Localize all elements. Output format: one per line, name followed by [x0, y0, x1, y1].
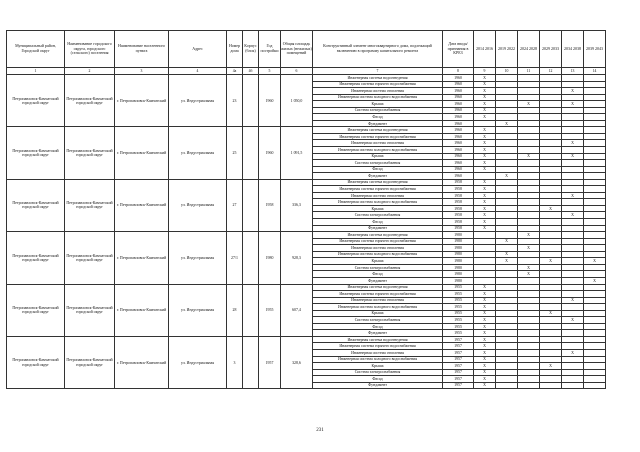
structural-element-cell: Фундамент: [313, 330, 443, 337]
column-number-cell: 4: [169, 68, 227, 75]
period-mark-cell: X: [474, 284, 496, 291]
period-mark-cell: X: [518, 232, 540, 239]
period-mark-cell: X: [474, 225, 496, 232]
column-number-cell: 9: [474, 68, 496, 75]
address-cell: ул. Индустриальная: [169, 336, 227, 388]
period-mark-cell: X: [474, 330, 496, 337]
address-cell: ул. Индустриальная: [169, 75, 227, 127]
structural-element-cell: Фундамент: [313, 382, 443, 389]
date-cell: 1980: [443, 277, 474, 284]
structural-element-cell: Инженерная система водоотведения: [313, 232, 443, 239]
period-mark-cell: X: [584, 258, 606, 265]
structural-element-cell: Инженерная система водоотведения: [313, 284, 443, 291]
locality-cell: г. Петропавловск-Камчатский: [115, 75, 169, 127]
date-cell: 1955: [443, 317, 474, 324]
header-cell: 2014 2016: [474, 31, 496, 68]
period-mark-cell: X: [474, 94, 496, 101]
house-number-cell: 25: [227, 127, 243, 179]
date-cell: 1958: [443, 205, 474, 212]
period-mark-cell: X: [540, 363, 562, 370]
header-cell: 2039 2043: [584, 31, 606, 68]
header-cell: Дата ввода/ признания в КРЕЗ: [443, 31, 474, 68]
column-number-cell: 14: [584, 68, 606, 75]
period-mark-cell: X: [474, 147, 496, 154]
structural-element-cell: Инженерная система горячего водоснабжения: [313, 186, 443, 193]
date-cell: 1957: [443, 356, 474, 363]
column-number-cell: 10: [496, 68, 518, 75]
period-mark-cell: X: [474, 199, 496, 206]
block-cell: [243, 336, 259, 388]
column-number-cell: 2: [65, 68, 115, 75]
period-mark-cell: X: [474, 219, 496, 226]
period-mark-cell: X: [584, 277, 606, 284]
block-cell: [243, 232, 259, 284]
structural-element-cell: Инженерная система водоотведения: [313, 127, 443, 134]
register-sheet: [6, 30, 605, 389]
period-mark-cell: X: [518, 153, 540, 160]
date-cell: 1955: [443, 310, 474, 317]
structural-element-cell: Крыша: [313, 153, 443, 160]
block-cell: [243, 75, 259, 127]
date-cell: 1958: [443, 179, 474, 186]
table-body: [7, 75, 606, 389]
period-mark-cell: X: [474, 140, 496, 147]
structural-element-cell: Инженерная система холодного водоснабжения: [313, 94, 443, 101]
structural-element-cell: Крыша: [313, 205, 443, 212]
date-cell: 1960: [443, 81, 474, 88]
date-cell: 1960: [443, 101, 474, 108]
period-mark-cell: X: [474, 166, 496, 173]
house-number-cell: 28: [227, 284, 243, 336]
date-cell: 1960: [443, 107, 474, 114]
period-mark-cell: X: [474, 127, 496, 134]
period-mark-cell: X: [474, 153, 496, 160]
house-number-cell: 23: [227, 75, 243, 127]
period-mark-cell: [518, 382, 540, 389]
address-cell: ул. Индустриальная: [169, 127, 227, 179]
structural-element-cell: Система электроснабжения: [313, 369, 443, 376]
period-mark-cell: X: [540, 310, 562, 317]
structural-element-cell: Инженерная система отопления: [313, 245, 443, 252]
settlement-cell: Петропавловск-Камчатский городской округ: [65, 127, 115, 179]
date-cell: 1960: [443, 88, 474, 95]
structural-element-cell: Крыша: [313, 363, 443, 370]
header-cell: 2034 2038: [562, 31, 584, 68]
period-mark-cell: X: [518, 101, 540, 108]
structural-element-cell: Крыша: [313, 258, 443, 265]
district-cell: Петропавловск-Камчатский городской округ: [7, 336, 65, 388]
date-cell: 1957: [443, 382, 474, 389]
date-cell: 1960: [443, 173, 474, 180]
date-cell: 1957: [443, 363, 474, 370]
structural-element-cell: Крыша: [313, 101, 443, 108]
period-mark-cell: [540, 382, 562, 389]
date-cell: 1960: [443, 160, 474, 167]
district-cell: Петропавловск-Камчатский городской округ: [7, 127, 65, 179]
header-cell: 2029 2033: [540, 31, 562, 68]
locality-cell: г. Петропавловск-Камчатский: [115, 179, 169, 231]
date-cell: 1957: [443, 349, 474, 356]
column-number-cell: 12: [540, 68, 562, 75]
structural-element-cell: Фундамент: [313, 277, 443, 284]
date-cell: 1960: [443, 127, 474, 134]
structural-element-cell: Инженерная система холодного водоснабжения: [313, 147, 443, 154]
date-cell: 1960: [443, 140, 474, 147]
period-mark-cell: X: [562, 192, 584, 199]
period-mark-cell: X: [562, 297, 584, 304]
build-year-cell: 1958: [259, 179, 281, 231]
period-mark-cell: X: [474, 81, 496, 88]
date-cell: 1980: [443, 264, 474, 271]
header-cell: Муниципальный район, Городской округ: [7, 31, 65, 68]
build-year-cell: 1960: [259, 127, 281, 179]
period-mark-cell: X: [496, 238, 518, 245]
period-mark-cell: X: [562, 153, 584, 160]
column-number-cell: 6: [281, 68, 313, 75]
period-mark-cell: X: [474, 323, 496, 330]
page-number: 231: [316, 428, 324, 433]
date-cell: 1980: [443, 271, 474, 278]
settlement-cell: Петропавловск-Камчатский городской округ: [65, 232, 115, 284]
structural-element-cell: Фасад: [313, 323, 443, 330]
structural-element-cell: Инженерная система горячего водоснабжения: [313, 343, 443, 350]
area-cell: 1 050,0: [281, 75, 313, 127]
column-number-cell: 1: [7, 68, 65, 75]
period-mark-cell: X: [474, 291, 496, 298]
period-mark-cell: X: [474, 349, 496, 356]
structural-element-cell: Инженерная система отопления: [313, 349, 443, 356]
header-cell: Наименование городского округа, городского (сельского) поселения: [65, 31, 115, 68]
structural-element-cell: Инженерная система горячего водоснабжения: [313, 81, 443, 88]
settlement-cell: Петропавловск-Камчатский городской округ: [65, 284, 115, 336]
column-number-cell: 13: [562, 68, 584, 75]
structural-element-cell: Инженерная система водоотведения: [313, 336, 443, 343]
column-number-cell: 4б: [243, 68, 259, 75]
period-mark-cell: [496, 382, 518, 389]
period-mark-cell: X: [562, 140, 584, 147]
address-cell: ул. Индустриальная: [169, 232, 227, 284]
date-cell: 1960: [443, 120, 474, 127]
period-mark-cell: X: [474, 317, 496, 324]
date-cell: 1980: [443, 258, 474, 265]
locality-cell: г. Петропавловск-Камчатский: [115, 232, 169, 284]
date-cell: 1980: [443, 251, 474, 258]
date-cell: 1958: [443, 186, 474, 193]
build-year-cell: 1957: [259, 336, 281, 388]
structural-element-cell: Инженерная система отопления: [313, 88, 443, 95]
district-cell: Петропавловск-Камчатский городской округ: [7, 75, 65, 127]
date-cell: 1958: [443, 219, 474, 226]
capital-repair-table: [6, 30, 606, 389]
structural-element-cell: Система электроснабжения: [313, 107, 443, 114]
period-mark-cell: X: [540, 258, 562, 265]
structural-element-cell: Инженерная система отопления: [313, 192, 443, 199]
structural-element-cell: Инженерная система водоотведения: [313, 75, 443, 82]
date-cell: 1957: [443, 376, 474, 383]
structural-element-cell: Инженерная система холодного водоснабжения: [313, 304, 443, 311]
period-mark-cell: X: [474, 363, 496, 370]
date-cell: 1957: [443, 336, 474, 343]
block-cell: [243, 127, 259, 179]
build-year-cell: 1955: [259, 284, 281, 336]
structural-element-cell: Инженерная система холодного водоснабжения: [313, 199, 443, 206]
area-cell: 1 091,5: [281, 127, 313, 179]
structural-element-cell: Инженерная система холодного водоснабжения: [313, 356, 443, 363]
period-mark-cell: X: [474, 356, 496, 363]
column-number-cell: 5: [259, 68, 281, 75]
period-mark-cell: X: [518, 264, 540, 271]
structural-element-cell: Фасад: [313, 166, 443, 173]
header-cell: Год постройки: [259, 31, 281, 68]
period-mark-cell: X: [474, 192, 496, 199]
date-cell: 1980: [443, 232, 474, 239]
period-mark-cell: X: [540, 205, 562, 212]
date-cell: 1960: [443, 153, 474, 160]
period-mark-cell: X: [562, 212, 584, 219]
area-cell: 607,4: [281, 284, 313, 336]
settlement-cell: Петропавловск-Камчатский городской округ: [65, 75, 115, 127]
period-mark-cell: X: [474, 369, 496, 376]
structural-element-cell: Инженерная система водоотведения: [313, 179, 443, 186]
header-cell: Адрес: [169, 31, 227, 68]
column-number-cell: 8: [443, 68, 474, 75]
date-cell: 1955: [443, 323, 474, 330]
column-number-cell: 4а: [227, 68, 243, 75]
period-mark-cell: X: [496, 173, 518, 180]
date-cell: 1955: [443, 304, 474, 311]
structural-element-cell: Инженерная система горячего водоснабжения: [313, 291, 443, 298]
locality-cell: г. Петропавловск-Камчатский: [115, 336, 169, 388]
period-mark-cell: X: [496, 258, 518, 265]
date-cell: 1958: [443, 199, 474, 206]
header-cell: 2024 2028: [518, 31, 540, 68]
column-number-cell: 3: [115, 68, 169, 75]
header-row: [7, 31, 606, 68]
structural-element-cell: Система электроснабжения: [313, 317, 443, 324]
date-cell: 1955: [443, 291, 474, 298]
period-mark-cell: X: [474, 205, 496, 212]
block-cell: [243, 179, 259, 231]
period-mark-cell: X: [474, 382, 496, 389]
locality-cell: г. Петропавловск-Камчатский: [115, 127, 169, 179]
header-cell: Номер дома: [227, 31, 243, 68]
structural-element-cell: Система электроснабжения: [313, 264, 443, 271]
structural-element-cell: Система электроснабжения: [313, 160, 443, 167]
header-cell: Наименование населенного пункта: [115, 31, 169, 68]
header-cell: Общая площадь жилых (нежилых) помещений: [281, 31, 313, 68]
period-mark-cell: X: [474, 186, 496, 193]
period-mark-cell: X: [496, 251, 518, 258]
period-mark-cell: X: [474, 336, 496, 343]
structural-element-cell: Фундамент: [313, 120, 443, 127]
period-mark-cell: [562, 382, 584, 389]
structural-element-cell: Инженерная система отопления: [313, 297, 443, 304]
date-cell: 1980: [443, 245, 474, 252]
period-mark-cell: X: [474, 75, 496, 82]
date-cell: 1960: [443, 133, 474, 140]
district-cell: Петропавловск-Камчатский городской округ: [7, 232, 65, 284]
structural-element-cell: Инженерная система отопления: [313, 140, 443, 147]
period-mark-cell: X: [518, 245, 540, 252]
structural-element-cell: Фасад: [313, 219, 443, 226]
date-cell: 1955: [443, 297, 474, 304]
district-cell: Петропавловск-Камчатский городской округ: [7, 179, 65, 231]
structural-element-cell: Фундамент: [313, 173, 443, 180]
period-mark-cell: X: [474, 107, 496, 114]
period-mark-cell: X: [562, 317, 584, 324]
period-mark-cell: X: [474, 304, 496, 311]
period-mark-cell: X: [562, 88, 584, 95]
period-mark-cell: X: [562, 101, 584, 108]
structural-element-cell: Крыша: [313, 310, 443, 317]
period-mark-cell: X: [474, 114, 496, 121]
column-number-cell: 7: [313, 68, 443, 75]
address-cell: ул. Индустриальная: [169, 179, 227, 231]
date-cell: 1955: [443, 330, 474, 337]
structural-element-cell: Инженерная система холодного водоснабжения: [313, 251, 443, 258]
date-cell: 1957: [443, 343, 474, 350]
period-mark-cell: X: [518, 271, 540, 278]
build-year-cell: 1960: [259, 75, 281, 127]
date-cell: 1960: [443, 147, 474, 154]
structural-element-cell: Инженерная система горячего водоснабжения: [313, 133, 443, 140]
area-cell: 328,6: [281, 336, 313, 388]
date-cell: 1980: [443, 238, 474, 245]
settlement-cell: Петропавловск-Камчатский городской округ: [65, 336, 115, 388]
date-cell: 1958: [443, 192, 474, 199]
date-cell: 1960: [443, 114, 474, 121]
structural-element-cell: Фундамент: [313, 225, 443, 232]
period-mark-cell: X: [474, 310, 496, 317]
period-mark-cell: X: [496, 120, 518, 127]
period-mark-cell: X: [562, 349, 584, 356]
header-cell: 2019 2022: [496, 31, 518, 68]
column-number-row: [7, 68, 606, 75]
date-cell: 1958: [443, 225, 474, 232]
area-cell: 928,3: [281, 232, 313, 284]
date-cell: 1960: [443, 166, 474, 173]
header-cell: Корпус (блок): [243, 31, 259, 68]
period-mark-cell: X: [474, 133, 496, 140]
header-cell: Конструктивный элемент многоквартирного дома, подлежащий включению в программу капитального ремонта: [313, 31, 443, 68]
date-cell: 1958: [443, 212, 474, 219]
period-mark-cell: X: [474, 212, 496, 219]
structural-element-cell: Фасад: [313, 271, 443, 278]
period-mark-cell: X: [474, 179, 496, 186]
locality-cell: г. Петропавловск-Камчатский: [115, 284, 169, 336]
column-number-cell: 11: [518, 68, 540, 75]
structural-element-cell: Фасад: [313, 376, 443, 383]
date-cell: 1957: [443, 369, 474, 376]
district-cell: Петропавловск-Камчатский городской округ: [7, 284, 65, 336]
period-mark-cell: X: [474, 88, 496, 95]
period-mark-cell: X: [474, 376, 496, 383]
house-number-cell: 27: [227, 179, 243, 231]
period-mark-cell: X: [474, 343, 496, 350]
structural-element-cell: Фасад: [313, 114, 443, 121]
structural-element-cell: Система электроснабжения: [313, 212, 443, 219]
period-mark-cell: X: [474, 101, 496, 108]
period-mark-cell: X: [474, 297, 496, 304]
block-cell: [243, 284, 259, 336]
date-cell: 1960: [443, 94, 474, 101]
period-mark-cell: X: [474, 160, 496, 167]
structural-element-cell: Инженерная система горячего водоснабжения: [313, 238, 443, 245]
period-mark-cell: [584, 382, 606, 389]
house-number-cell: 3: [227, 336, 243, 388]
address-cell: ул. Индустриальная: [169, 284, 227, 336]
settlement-cell: Петропавловск-Камчатский городской округ: [65, 179, 115, 231]
date-cell: 1955: [443, 284, 474, 291]
house-number-cell: 27/1: [227, 232, 243, 284]
date-cell: 1960: [443, 75, 474, 82]
area-cell: 336,3: [281, 179, 313, 231]
build-year-cell: 1980: [259, 232, 281, 284]
